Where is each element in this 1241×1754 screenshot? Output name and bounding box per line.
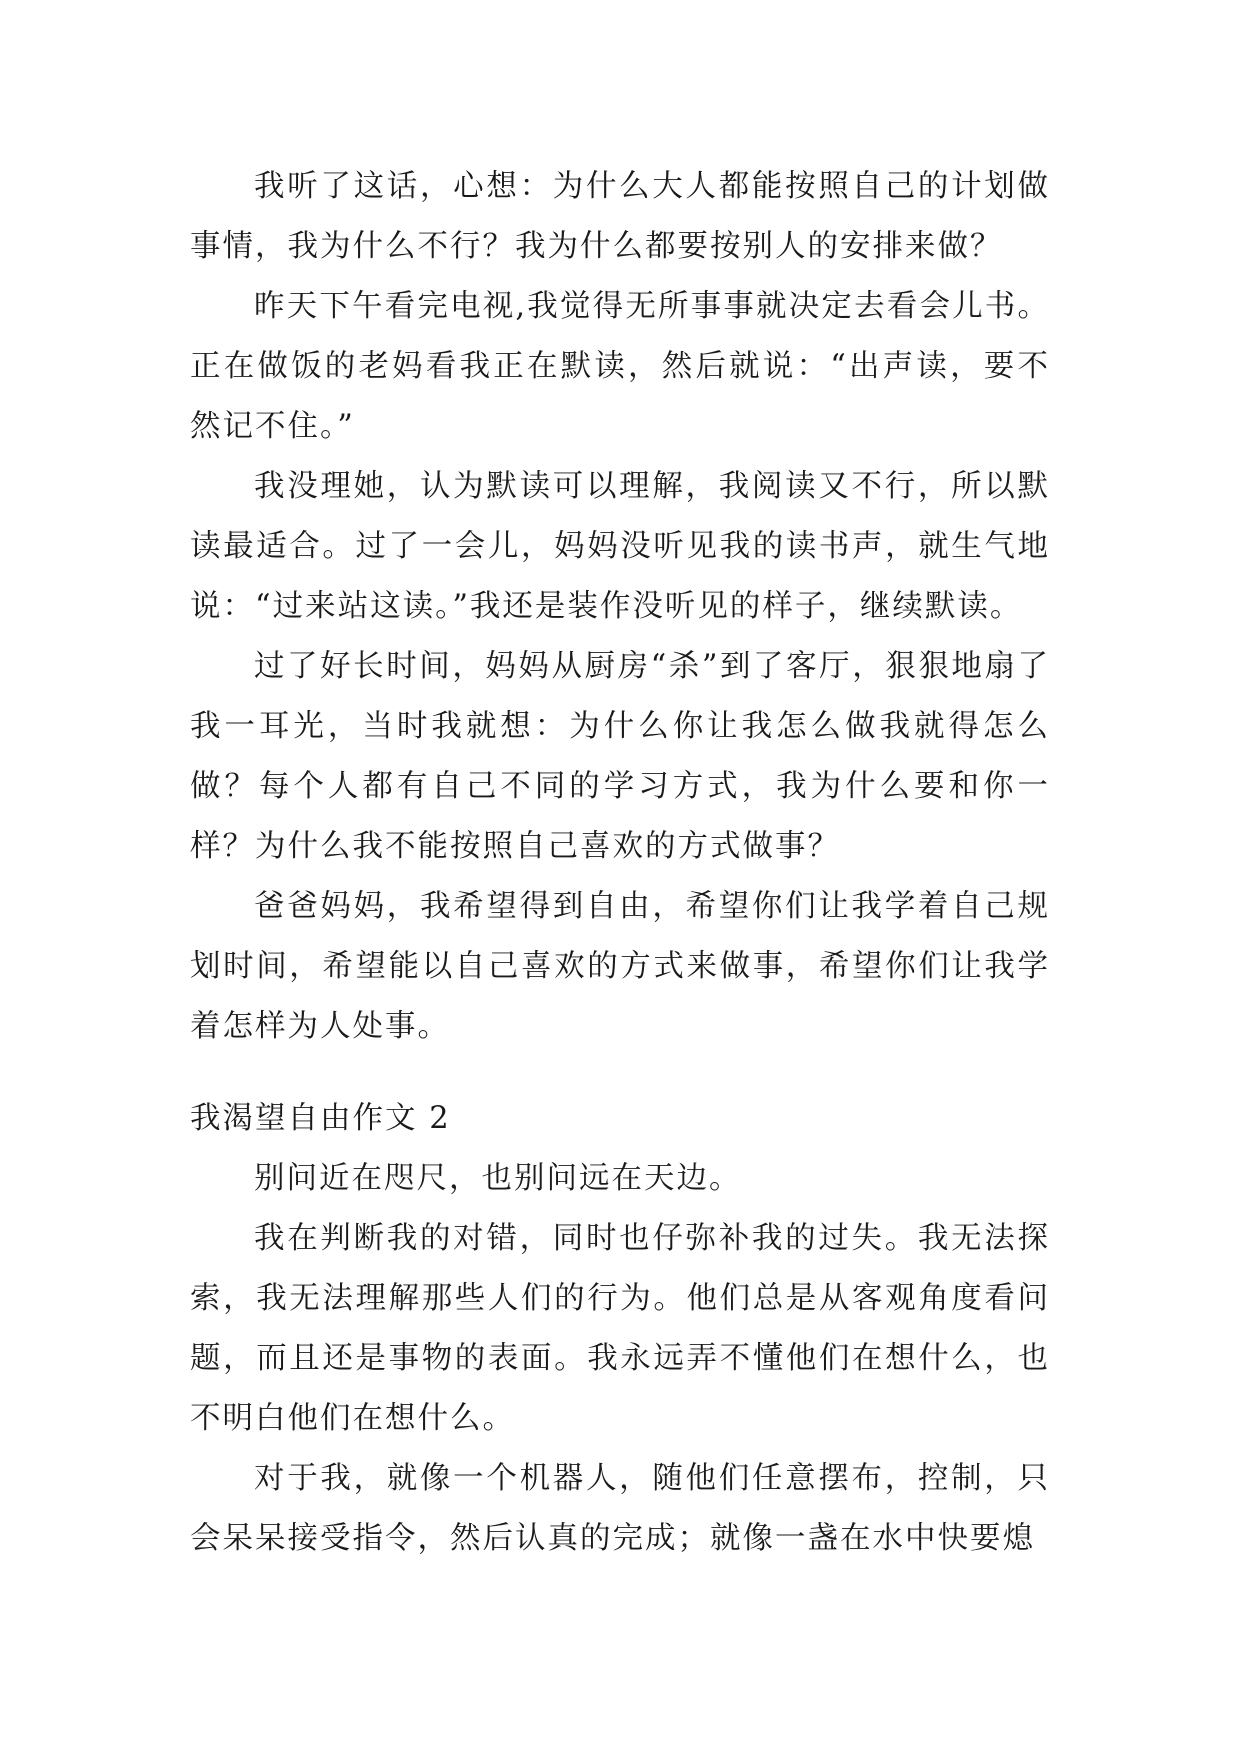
paragraph: 昨天下午看完电视,我觉得无所事事就决定去看会儿书。正在做饭的老妈看我正在默读，然后就说：“出声读，要不然记不住。” — [190, 289, 1050, 444]
paragraph: 我在判断我的对错，同时也仔弥补我的过失。我无法探索，我无法理解那些人们的行为。他们总是从客观角度看问题，而且还是事物的表面。我永远弄不懂他们在想什么，也不明白他们在想什么。 — [190, 1221, 1050, 1436]
section-title: 我渴望自由作文 2 — [190, 1101, 451, 1136]
document-body — [190, 157, 1050, 1569]
paragraph: 我听了这话，心想：为什么大人都能按照自己的计划做事情，我为什么不行？我为什么都要按别人的安排来做？ — [190, 169, 1050, 264]
paragraph: 爸爸妈妈，我希望得到自由，希望你们让我学着自己规划时间，希望能以自己喜欢的方式来做事，希望你们让我学着怎样为人处事。 — [190, 889, 1050, 1044]
paragraph: 别问近在咫尺，也别问远在天边。 — [254, 1161, 742, 1196]
paragraph: 我没理她，认为默读可以理解，我阅读又不行，所以默读最适合。过了一会儿，妈妈没听见我的读书声，就生气地说：“过来站这读。”我还是装作没听见的样子，继续默读。 — [190, 469, 1050, 624]
paragraph: 对于我，就像一个机器人，随他们任意摆布，控制，只会呆呆接受指令，然后认真的完成；就像一盏在水中快要熄 — [190, 1461, 1050, 1556]
paragraph: 过了好长时间，妈妈从厨房“杀”到了客厅，狠狠地扇了我一耳光，当时我就想：为什么你让我怎么做我就得怎么做？每个人都有自己不同的学习方式，我为什么要和你一样？为什么我不能按照自己喜欢的方式做事？ — [190, 649, 1050, 864]
